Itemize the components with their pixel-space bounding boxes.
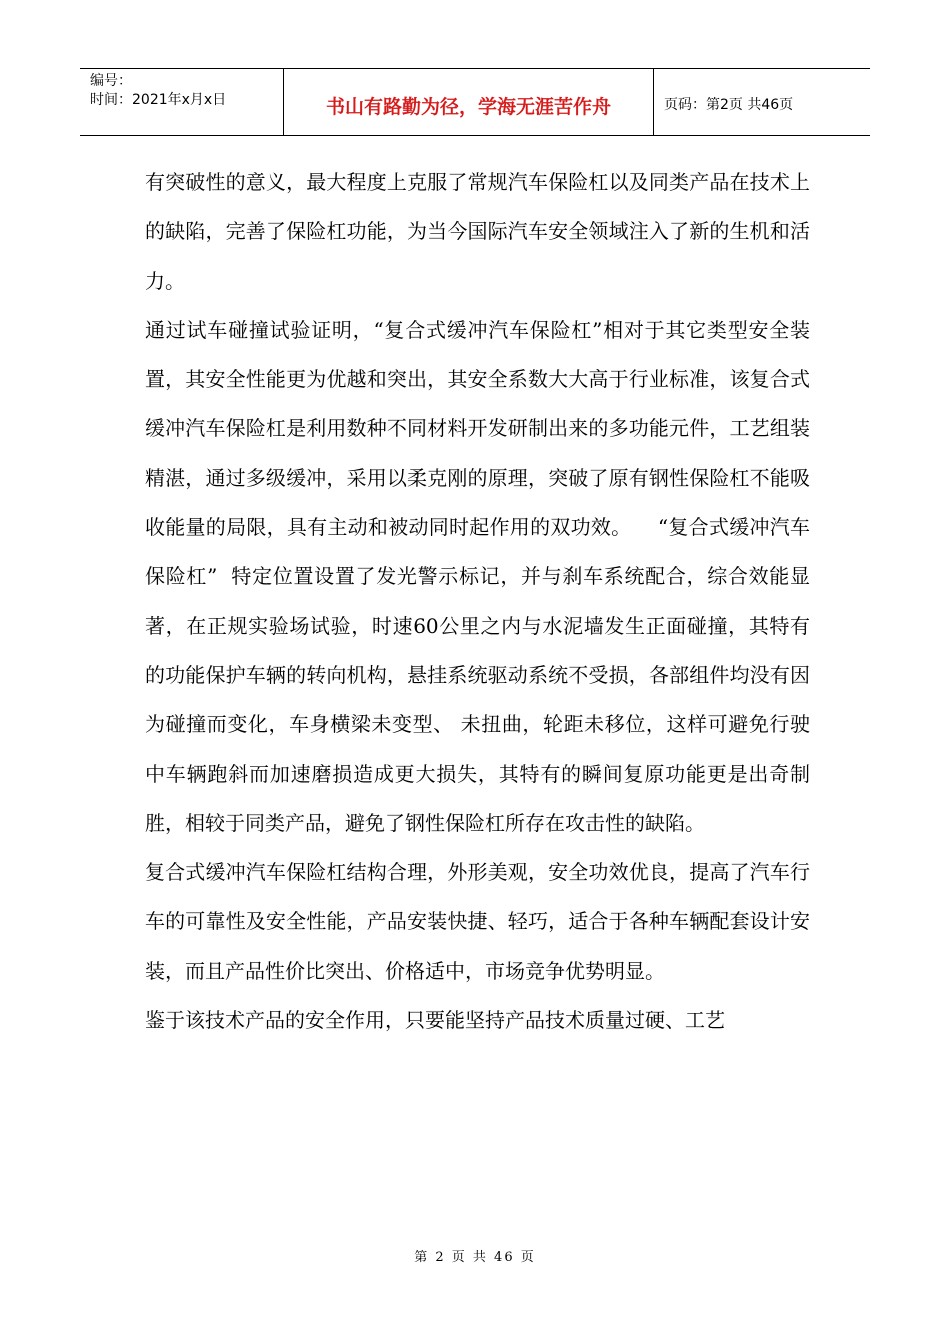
header-page-info: 页码：第2页 共46页 — [664, 97, 794, 113]
header-meta — [80, 69, 284, 135]
paragraph: 鉴于该技术产品的安全作用，只要能坚持产品技术质量过硬、工艺 — [145, 1008, 725, 1033]
paragraph: 有突破性的意义，最大程度上克服了常规汽车保险杠以及同类产品在技术上的缺陷，完善了保险杠功能，为当今国际汽车安全领域注入了新的生机和活力。 — [145, 170, 810, 293]
paragraph: 通过试车碰撞试验证明，“复合式缓冲汽车保险杠”相对于其它类型安全装置，其安全性能更为优越和突出，其安全系数大大高于行业标准，该复合式缓冲汽车保险杠是利用数种不同材料开发研制出来的多功能元件，工艺组装精湛，通过多级缓冲，采用以柔克刚的原理，突破了原有钢性保险杠不能吸收能量的局限，具有主动和被动同时起作用的双功效。 “复合式缓冲汽车保险杠” 特定位置设置了发光警示标记，并与刹车系统配合，综合效能显著，在正规实验场试验，时速60公里之内与水泥墙发生正面碰撞，其特有的功能保护车辆的转向机构，悬挂系统驱动系统不受损，各部组件均没有因为碰撞而变化，车身横梁未变型、 未扭曲，轮距未移位，这样可避免行驶中车辆跑斜而加速磨损造成更大损失，其特有的瞬间复原功能更是出奇制胜，相较于同类产品，避免了钢性保险杠所存在攻击性的缺陷。 — [145, 317, 810, 835]
page-footer: 第 2 页 共 46 页 — [414, 1250, 536, 1265]
document-number-label: 编号： — [90, 73, 132, 89]
document-body — [145, 158, 810, 1045]
header-motto: 书山有路勤为径，学海无涯苦作舟 — [284, 69, 654, 135]
document-date: 时间：2021年x月x日 — [90, 92, 227, 108]
document-header — [80, 68, 870, 136]
paragraph: 复合式缓冲汽车保险杠结构合理，外形美观，安全功效优良，提高了汽车行车的可靠性及安全性能，产品安装快捷、轻巧，适合于各种车辆配套设计安装，而且产品性价比突出、价格适中，市场竞争优势明显。 — [145, 860, 810, 983]
